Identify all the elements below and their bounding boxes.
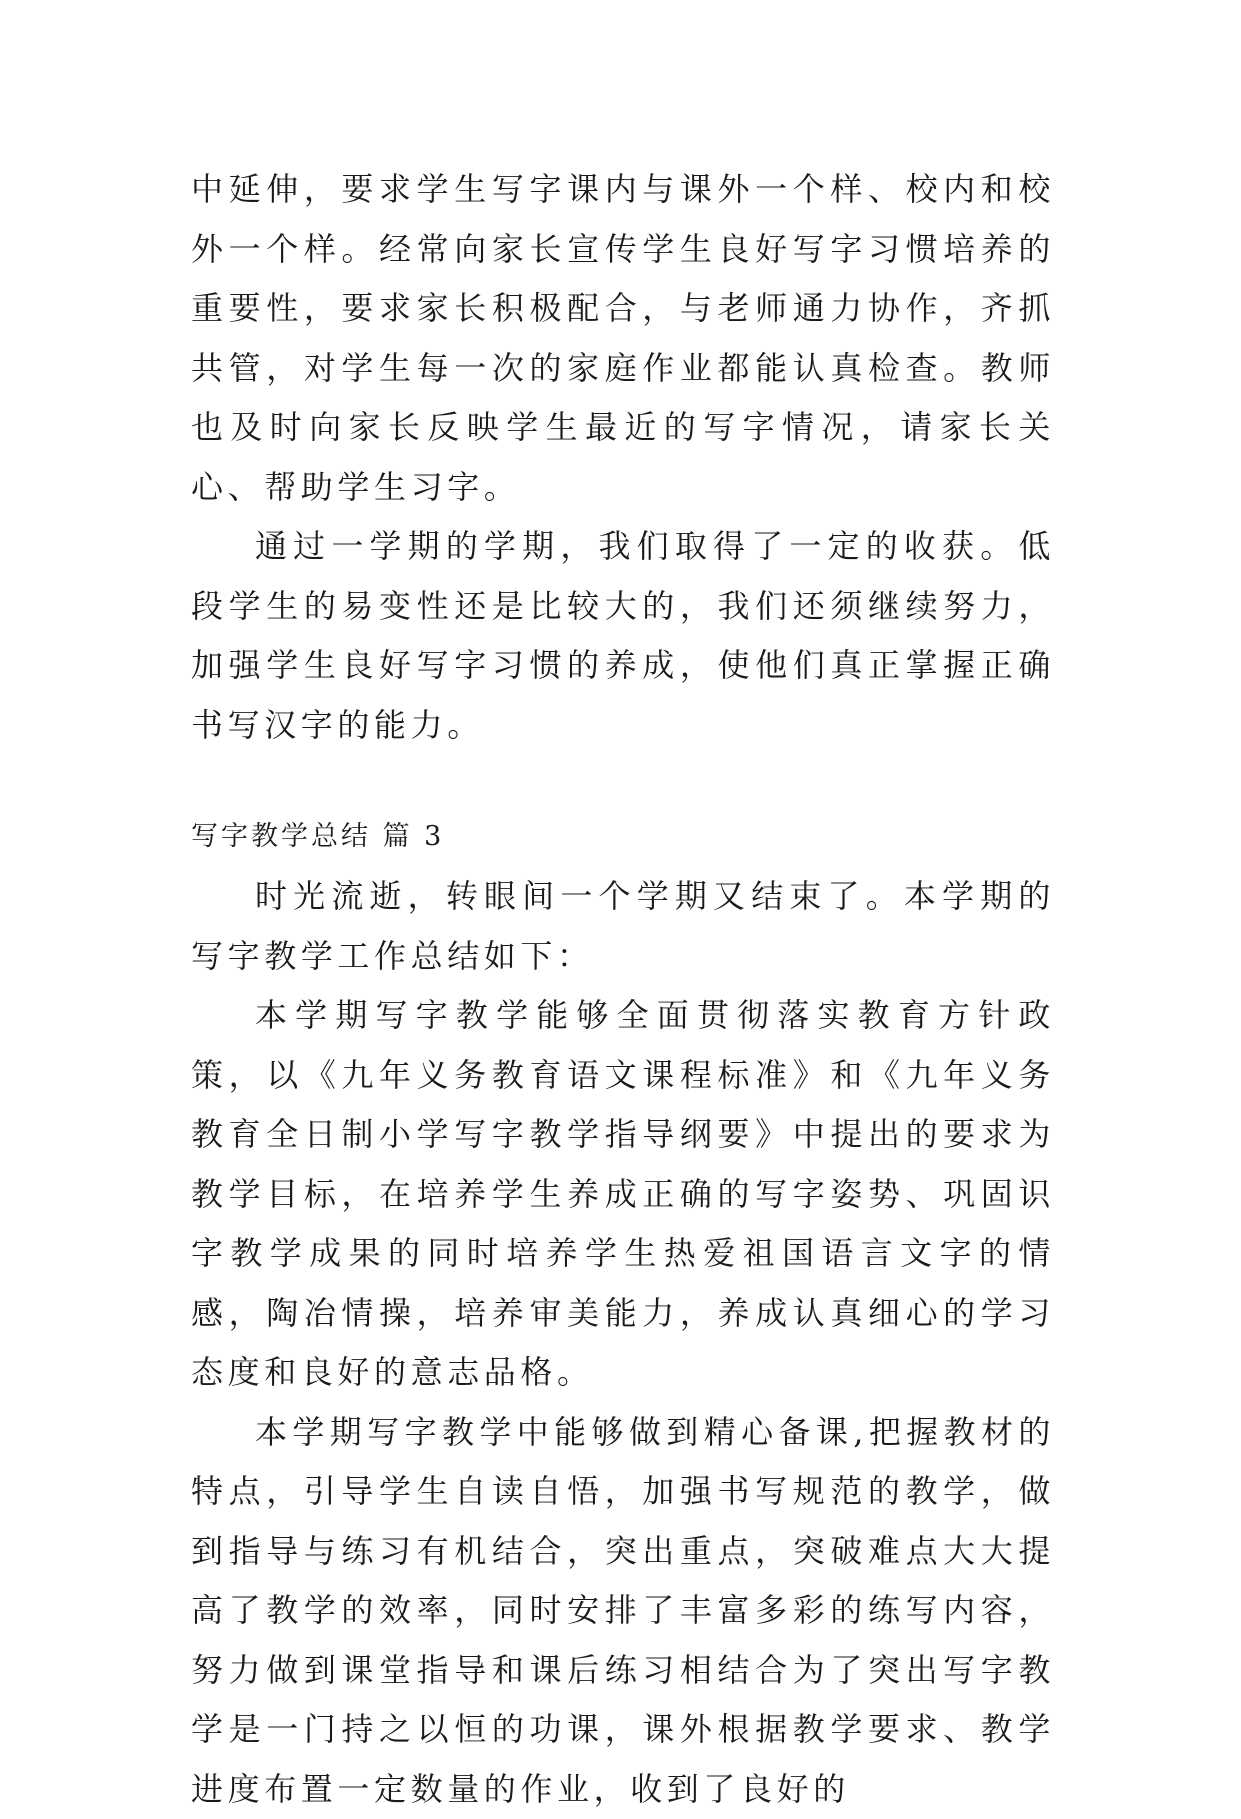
paragraph-teaching: 本学期写字教学中能够做到精心备课,把握教材的特点，引导学生自读自悟，加强书写规范的教学，做到指导与练习有机结合，突出重点，突破难点大大提高了教学的效率，同时安排了丰富多彩的练写内容，努力做到课堂指导和课后练习相结合为了突出写字教学是一门持之以恒的功课，课外根据教学要求、教学进度布置一定数量的作业，收到了良好的 [191, 1403, 1055, 1819]
section-heading: 写字教学总结 篇 3 [191, 813, 1055, 861]
document-body [191, 160, 1055, 1819]
paragraph-continuation: 中延伸，要求学生写字课内与课外一个样、校内和校外一个样。经常向家长宣传学生良好写字习惯培养的重要性，要求家长积极配合，与老师通力协作，齐抓共管，对学生每一次的家庭作业都能认真检查。教师也及时向家长反映学生最近的写字情况，请家长关心、帮助学生习字。 [191, 160, 1055, 517]
paragraph-intro: 时光流逝，转眼间一个学期又结束了。本学期的写字教学工作总结如下： [191, 867, 1055, 986]
paragraph-policy: 本学期写字教学能够全面贯彻落实教育方针政策，以《九年义务教育语文课程标准》和《九年义务教育全日制小学写字教学指导纲要》中提出的要求为教学目标，在培养学生养成正确的写字姿势、巩固识字教学成果的同时培养学生热爱祖国语言文字的情感，陶冶情操，培养审美能力，养成认真细心的学习态度和良好的意志品格。 [191, 986, 1055, 1403]
paragraph-summary: 通过一学期的学期，我们取得了一定的收获。低段学生的易变性还是比较大的，我们还须继续努力，加强学生良好写字习惯的养成，使他们真正掌握正确书写汉字的能力。 [191, 517, 1055, 755]
